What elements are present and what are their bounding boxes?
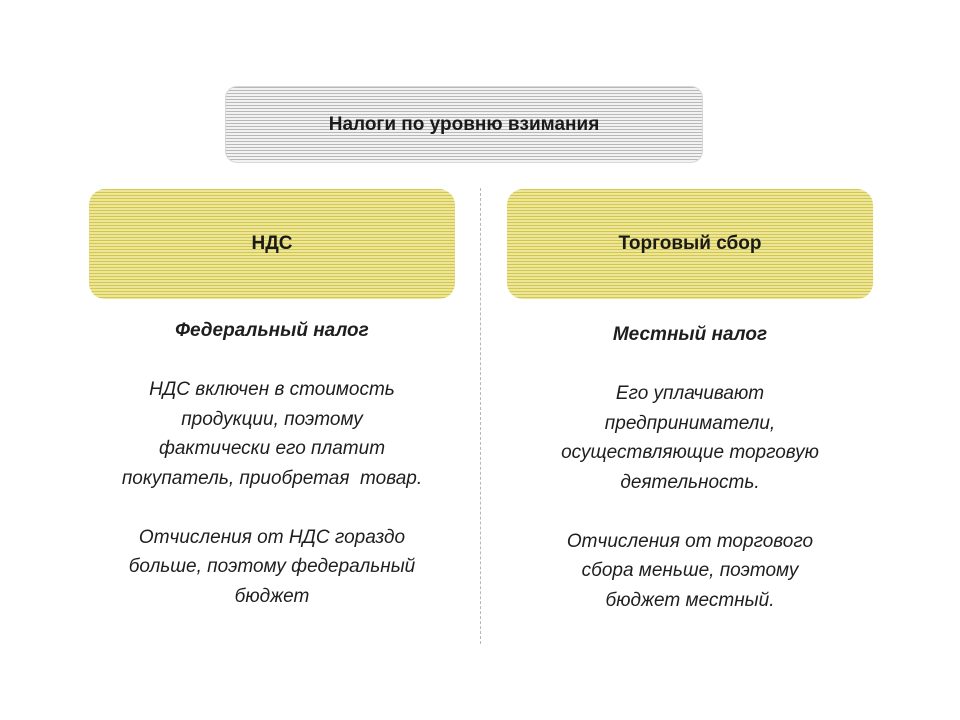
vat-para1 — [92, 375, 452, 493]
vat-heading: Федеральный налог — [175, 320, 369, 341]
vat-description — [92, 316, 452, 611]
trade-fee-para1 — [510, 379, 870, 497]
trade-fee-box-label: Торговый сбор — [618, 233, 762, 254]
trade-fee-para2 — [510, 527, 870, 616]
title-box — [225, 86, 703, 163]
trade-fee-para1-line: предприниматели, — [604, 412, 776, 434]
trade-fee-para2-line: бюджет местный. — [605, 589, 775, 611]
trade-fee-description — [510, 320, 870, 615]
vat-para1-line: фактически его платит — [158, 438, 386, 459]
title-label: Налоги по уровню взимания — [328, 113, 600, 135]
trade-fee-heading: Местный налог — [612, 324, 768, 345]
trade-fee-box — [507, 189, 873, 299]
trade-fee-para2-line: Отчисления от торгового — [566, 530, 814, 552]
trade-fee-para2-line: сбора меньше, поэтому — [581, 560, 799, 581]
vat-para1-line: продукции, поэтому — [181, 408, 363, 430]
vat-box-label: НДС — [251, 233, 293, 254]
vat-para2-line: бюджет — [234, 585, 310, 607]
vat-para2 — [92, 523, 452, 612]
trade-fee-para1-line: Его уплачивают — [615, 383, 765, 404]
vat-para2-line: Отчисления от НДС гораздо — [138, 526, 406, 548]
vat-para2-line: больше, поэтому федеральный — [128, 556, 416, 577]
column-divider — [480, 188, 481, 644]
trade-fee-para1-line: деятельность. — [620, 471, 760, 493]
vat-box — [89, 189, 455, 299]
vat-para1-line: покупатель, приобретая товар. — [121, 467, 423, 489]
trade-fee-para1-line: осуществляющие торговую — [561, 442, 819, 463]
vat-para1-line: НДС включен в стоимость — [149, 379, 395, 400]
